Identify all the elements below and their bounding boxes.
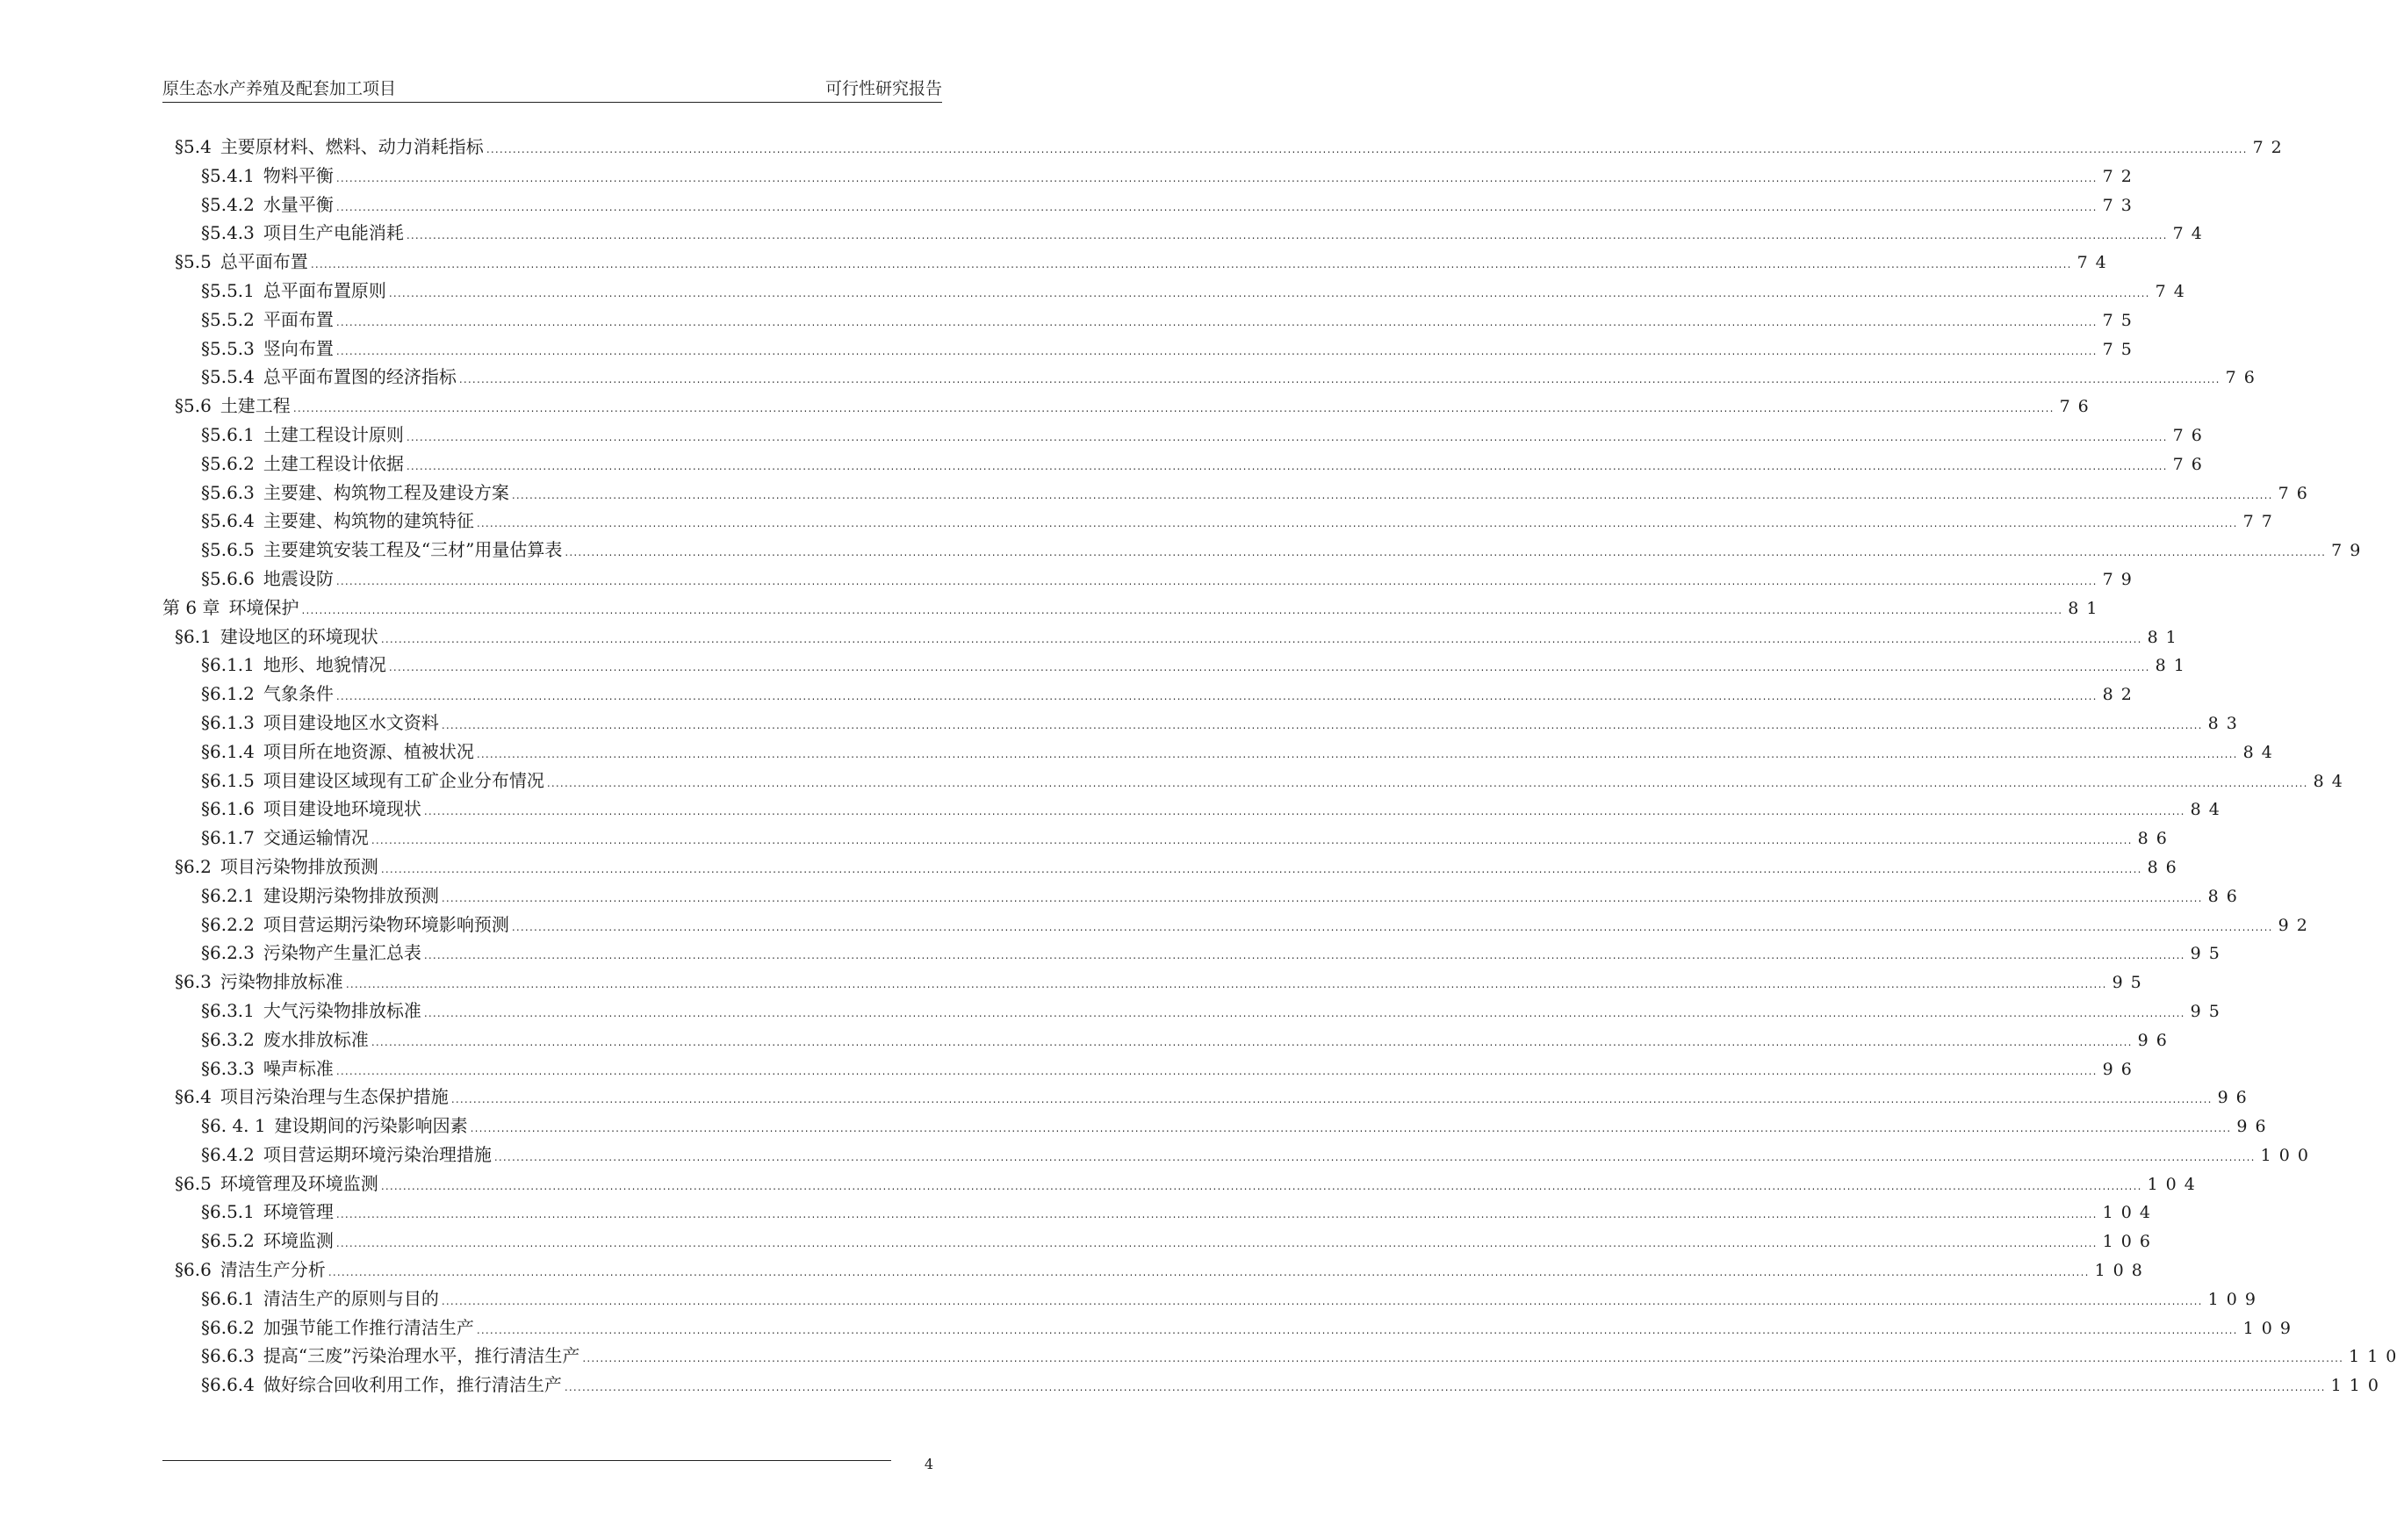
- toc-leader-dots: ................................................................................................................................................................................................................................................................................................................................................................................................................: [441, 891, 2203, 904]
- toc-entry-number: §6.1.6: [201, 798, 255, 820]
- toc-entry[interactable]: [162, 450, 2210, 479]
- toc-entry-number: §6.5.2: [201, 1230, 255, 1252]
- toc-entry-number: §6.1.3: [201, 711, 255, 733]
- toc-entry[interactable]: [162, 910, 2315, 939]
- toc-entry[interactable]: [162, 1112, 2274, 1141]
- toc-leader-dots: ................................................................................................................................................................................................................................................................................................................................................................................................................: [335, 1208, 2098, 1221]
- toc-entry-page: 73: [2102, 195, 2140, 215]
- toc-leader-dots: ................................................................................................................................................................................................................................................................................................................................................................................................................: [335, 574, 2098, 587]
- toc-leader-dots: ................................................................................................................................................................................................................................................................................................................................................................................................................: [458, 373, 2220, 386]
- toc-entry-page: 76: [2278, 483, 2315, 503]
- toc-entry-number: §5.5.4: [201, 366, 255, 388]
- toc-leader-dots: ................................................................................................................................................................................................................................................................................................................................................................................................................: [380, 632, 2142, 645]
- toc-entry-title: 项目营运期环境污染治理措施: [263, 1143, 492, 1165]
- toc-leader-dots: ................................................................................................................................................................................................................................................................................................................................................................................................................: [423, 1006, 2185, 1019]
- toc-entry-page: 100: [2260, 1145, 2316, 1165]
- toc-entry[interactable]: [162, 680, 2140, 709]
- toc-leader-dots: ................................................................................................................................................................................................................................................................................................................................................................................................................: [564, 1381, 2326, 1394]
- toc-leader-dots: ................................................................................................................................................................................................................................................................................................................................................................................................................: [441, 718, 2203, 731]
- toc-entry[interactable]: [162, 219, 2210, 248]
- toc-leader-dots: ................................................................................................................................................................................................................................................................................................................................................................................................................: [476, 1323, 2238, 1336]
- toc-leader-dots: ................................................................................................................................................................................................................................................................................................................................................................................................................: [565, 546, 2327, 559]
- toc-entry-page: 84: [2190, 800, 2228, 820]
- toc-leader-dots: ................................................................................................................................................................................................................................................................................................................................................................................................................: [423, 805, 2185, 818]
- toc-entry-page: 109: [2242, 1318, 2299, 1338]
- toc-entry[interactable]: [162, 335, 2140, 363]
- toc-leader-dots: ................................................................................................................................................................................................................................................................................................................................................................................................................: [423, 949, 2185, 962]
- toc-entry-page: 76: [2172, 454, 2210, 474]
- toc-entry-page: 108: [2094, 1261, 2150, 1281]
- toc-entry-number: §6.2.3: [201, 942, 255, 964]
- toc-entry-title: 清洁生产分析: [220, 1259, 326, 1281]
- toc-entry-title: 污染物排放标准: [220, 971, 343, 993]
- toc-entry-page: 96: [2217, 1088, 2255, 1108]
- toc-entry-number: §6.1: [175, 625, 212, 647]
- toc-leader-dots: ................................................................................................................................................................................................................................................................................................................................................................................................................: [511, 920, 2273, 933]
- toc-leader-dots: ................................................................................................................................................................................................................................................................................................................................................................................................................: [406, 459, 2168, 472]
- toc-entry[interactable]: [162, 594, 2105, 622]
- toc-entry-page: 81: [2068, 598, 2105, 618]
- toc-entry-number: §6.1.5: [201, 769, 255, 791]
- toc-entry-number: §6.3.2: [201, 1028, 255, 1050]
- toc-leader-dots: ................................................................................................................................................................................................................................................................................................................................................................................................................: [486, 143, 2248, 155]
- toc-leader-dots: ................................................................................................................................................................................................................................................................................................................................................................................................................: [335, 171, 2098, 184]
- toc-entry-page: 92: [2278, 915, 2315, 935]
- toc-entry-number: §6.3.3: [201, 1057, 255, 1079]
- toc-entry-title: 大气污染物排放标准: [263, 999, 421, 1021]
- toc-entry-page: 84: [2242, 742, 2280, 762]
- toc-entry-number: §5.6.2: [201, 452, 255, 474]
- toc-leader-dots: ................................................................................................................................................................................................................................................................................................................................................................................................................: [388, 286, 2150, 299]
- toc-entry[interactable]: [162, 277, 2192, 306]
- toc-entry-number: §6.6.4: [201, 1374, 255, 1396]
- toc-entry[interactable]: [162, 392, 2097, 421]
- toc-entry-number: §5.6.6: [201, 567, 255, 589]
- toc-entry[interactable]: [162, 853, 2184, 882]
- toc-entry-page: 96: [2102, 1059, 2140, 1079]
- toc-leader-dots: ................................................................................................................................................................................................................................................................................................................................................................................................................: [476, 517, 2238, 530]
- toc-entry[interactable]: [162, 968, 2149, 997]
- toc-entry-title: 气象条件: [263, 683, 334, 705]
- toc-entry-number: §5.4.2: [201, 193, 255, 215]
- toc-entry-title: 总平面布置原则: [263, 279, 386, 301]
- toc-entry-number: §6.5: [175, 1172, 212, 1194]
- toc-entry[interactable]: [162, 651, 2192, 680]
- toc-entry-title: 主要原材料、燃料、动力消耗指标: [220, 136, 484, 157]
- toc-leader-dots: ................................................................................................................................................................................................................................................................................................................................................................................................................: [476, 747, 2238, 760]
- toc-entry-page: 109: [2207, 1289, 2264, 1309]
- toc-entry-page: 95: [2190, 1001, 2228, 1021]
- toc-entry-title: 污染物产生量汇总表: [263, 942, 421, 964]
- toc-entry-number: §6.4: [175, 1086, 212, 1108]
- toc-entry-title: 环境保护: [228, 596, 299, 618]
- toc-entry[interactable]: [162, 738, 2280, 766]
- toc-entry-number: §6.3: [175, 971, 212, 993]
- toc-entry-title: 主要建、构筑物的建筑特征: [263, 510, 474, 532]
- toc-entry-page: 95: [2112, 973, 2149, 993]
- toc-leader-dots: ................................................................................................................................................................................................................................................................................................................................................................................................................: [493, 1150, 2256, 1163]
- toc-entry-title: 项目建设区域现有工矿企业分布情况: [263, 769, 544, 791]
- toc-entry-page: 82: [2102, 685, 2140, 705]
- toc-leader-dots: ................................................................................................................................................................................................................................................................................................................................................................................................................: [335, 200, 2098, 213]
- toc-entry-title: 环境管理及环境监测: [220, 1172, 378, 1194]
- toc-entry-page: 76: [2172, 425, 2210, 445]
- toc-entry-page: 79: [2331, 541, 2369, 561]
- toc-entry-page: 95: [2190, 944, 2228, 964]
- toc-entry-page: 74: [2155, 281, 2192, 301]
- toc-entry-title: 地形、地貌情况: [263, 654, 386, 676]
- toc-entry-page: 110: [2349, 1347, 2404, 1367]
- toc-entry-title: 加强节能工作推行清洁生产: [263, 1316, 474, 1338]
- toc-entry-title: 项目营运期污染物环境影响预测: [263, 913, 509, 935]
- toc-entry[interactable]: [162, 622, 2184, 651]
- toc-entry-page: 86: [2137, 829, 2175, 849]
- toc-entry-title: 主要建、构筑物工程及建设方案: [263, 481, 509, 503]
- toc-entry[interactable]: [162, 824, 2175, 853]
- toc-entry-number: §6.5.1: [201, 1201, 255, 1223]
- toc-entry-number: 第 6 章: [162, 596, 220, 618]
- toc-entry-number: §6.1.7: [201, 827, 255, 849]
- toc-entry-page: 81: [2147, 627, 2184, 647]
- toc-entry-number: §6.4.2: [201, 1143, 255, 1165]
- toc-leader-dots: ................................................................................................................................................................................................................................................................................................................................................................................................................: [406, 430, 2168, 443]
- toc-entry-page: 104: [2102, 1203, 2158, 1223]
- table-of-contents: [162, 133, 2404, 1400]
- toc-entry-title: 废水排放标准: [263, 1028, 369, 1050]
- toc-entry-page: 104: [2147, 1174, 2203, 1194]
- toc-entry-page: 79: [2102, 569, 2140, 589]
- toc-entry[interactable]: [162, 1313, 2299, 1342]
- toc-entry-number: §5.4: [175, 136, 212, 157]
- toc-entry[interactable]: [162, 1256, 2150, 1285]
- toc-leader-dots: ................................................................................................................................................................................................................................................................................................................................................................................................................: [441, 1294, 2203, 1307]
- toc-entry-title: 建设期间的污染影响因素: [274, 1115, 468, 1137]
- toc-entry[interactable]: [162, 1169, 2203, 1198]
- toc-leader-dots: ................................................................................................................................................................................................................................................................................................................................................................................................................: [388, 661, 2150, 674]
- toc-leader-dots: ................................................................................................................................................................................................................................................................................................................................................................................................................: [345, 978, 2107, 991]
- toc-entry-page: 75: [2102, 310, 2140, 330]
- toc-entry[interactable]: [162, 709, 2245, 738]
- toc-entry-title: 项目生产电能消耗: [263, 222, 404, 244]
- toc-leader-dots: ................................................................................................................................................................................................................................................................................................................................................................................................................: [371, 834, 2133, 847]
- toc-entry[interactable]: [162, 1227, 2158, 1256]
- toc-entry-number: §6.3.1: [201, 999, 255, 1021]
- toc-entry-title: 土建工程设计原则: [263, 423, 404, 445]
- toc-entry-number: §6.6.2: [201, 1316, 255, 1338]
- toc-entry-title: 地震设防: [263, 567, 334, 589]
- toc-entry[interactable]: [162, 479, 2315, 507]
- toc-entry-page: 96: [2137, 1030, 2175, 1050]
- toc-entry-title: 项目建设地区水文资料: [263, 711, 439, 733]
- toc-entry[interactable]: [162, 248, 2114, 277]
- toc-entry-title: 提高“三废”污染治理水平，推行清洁生产: [263, 1345, 580, 1367]
- toc-entry[interactable]: [162, 363, 2263, 392]
- toc-entry-page: 84: [2313, 771, 2350, 791]
- toc-entry-number: §6.1.2: [201, 683, 255, 705]
- toc-leader-dots: ................................................................................................................................................................................................................................................................................................................................................................................................................: [310, 258, 2072, 271]
- toc-entry-number: §6. 4. 1: [201, 1115, 266, 1137]
- toc-leader-dots: ................................................................................................................................................................................................................................................................................................................................................................................................................: [301, 603, 2063, 616]
- toc-leader-dots: ................................................................................................................................................................................................................................................................................................................................................................................................................: [380, 862, 2142, 875]
- toc-entry-title: 土建工程设计依据: [263, 452, 404, 474]
- toc-entry-page: 96: [2236, 1117, 2274, 1137]
- toc-entry-title: 土建工程: [220, 395, 291, 417]
- toc-entry[interactable]: [162, 1371, 2386, 1400]
- toc-entry-number: §5.5: [175, 251, 212, 273]
- toc-leader-dots: ................................................................................................................................................................................................................................................................................................................................................................................................................: [470, 1122, 2232, 1135]
- toc-entry[interactable]: [162, 306, 2140, 335]
- toc-leader-dots: ................................................................................................................................................................................................................................................................................................................................................................................................................: [327, 1266, 2090, 1279]
- toc-entry[interactable]: [162, 1083, 2255, 1112]
- toc-entry-title: 建设期污染物排放预测: [263, 884, 439, 906]
- toc-entry[interactable]: [162, 507, 2280, 536]
- toc-leader-dots: ................................................................................................................................................................................................................................................................................................................................................................................................................: [380, 1179, 2142, 1192]
- toc-entry-page: 83: [2207, 713, 2245, 733]
- toc-leader-dots: ................................................................................................................................................................................................................................................................................................................................................................................................................: [582, 1352, 2344, 1365]
- toc-entry[interactable]: [162, 882, 2245, 910]
- footer-rule: [162, 1460, 891, 1461]
- toc-entry-number: §6.2: [175, 855, 212, 877]
- toc-entry[interactable]: [162, 191, 2140, 219]
- toc-entry-title: 项目污染治理与生态保护措施: [220, 1086, 449, 1108]
- toc-entry[interactable]: [162, 766, 2350, 795]
- toc-entry-number: §5.6: [175, 395, 212, 417]
- toc-entry-number: §5.5.1: [201, 279, 255, 301]
- toc-entry-title: 环境管理: [263, 1201, 334, 1223]
- toc-entry-page: 81: [2155, 656, 2192, 676]
- toc-entry[interactable]: [162, 162, 2140, 191]
- toc-entry-page: 106: [2102, 1232, 2158, 1252]
- toc-entry-title: 水量平衡: [263, 193, 334, 215]
- header-project-title: 原生态水产养殖及配套加工项目: [162, 79, 397, 98]
- toc-leader-dots: ................................................................................................................................................................................................................................................................................................................................................................................................................: [335, 1064, 2098, 1077]
- toc-entry-number: §5.5.3: [201, 337, 255, 359]
- toc-leader-dots: ................................................................................................................................................................................................................................................................................................................................................................................................................: [371, 1035, 2133, 1048]
- toc-entry-page: 74: [2077, 253, 2114, 273]
- toc-entry-page: 76: [2225, 368, 2263, 388]
- page-header: [162, 77, 942, 103]
- toc-entry-title: 物料平衡: [263, 164, 334, 186]
- toc-entry-title: 项目污染物排放预测: [220, 855, 378, 877]
- toc-entry[interactable]: [162, 133, 2290, 162]
- toc-entry-title: 总平面布置: [220, 251, 308, 273]
- toc-entry-title: 建设地区的环境现状: [220, 625, 378, 647]
- toc-leader-dots: ................................................................................................................................................................................................................................................................................................................................................................................................................: [406, 229, 2168, 242]
- header-report-type: 可行性研究报告: [824, 79, 942, 98]
- toc-entry[interactable]: [162, 939, 2228, 968]
- toc-entry-title: 环境监测: [263, 1230, 334, 1252]
- toc-entry-title: 做好综合回收利用工作，推行清洁生产: [263, 1374, 562, 1396]
- toc-entry-number: §5.6.4: [201, 510, 255, 532]
- toc-entry-page: 86: [2147, 857, 2184, 877]
- toc-entry-number: §6.6.1: [201, 1287, 255, 1309]
- toc-entry-number: §6.2.1: [201, 884, 255, 906]
- toc-leader-dots: ................................................................................................................................................................................................................................................................................................................................................................................................................: [546, 776, 2308, 789]
- toc-entry[interactable]: [162, 1054, 2140, 1083]
- toc-entry[interactable]: [162, 1342, 2404, 1371]
- toc-entry-page: 75: [2102, 339, 2140, 359]
- toc-entry-number: §5.5.2: [201, 308, 255, 330]
- toc-entry-number: §6.2.2: [201, 913, 255, 935]
- page-number: 4: [924, 1456, 933, 1472]
- toc-entry-title: 平面布置: [263, 308, 334, 330]
- toc-entry-title: 清洁生产的原则与目的: [263, 1287, 439, 1309]
- toc-leader-dots: ................................................................................................................................................................................................................................................................................................................................................................................................................: [335, 344, 2098, 357]
- toc-entry-page: 110: [2330, 1376, 2386, 1396]
- toc-entry[interactable]: [162, 536, 2369, 565]
- toc-entry-number: §5.4.1: [201, 164, 255, 186]
- toc-entry[interactable]: [162, 997, 2228, 1025]
- toc-entry-number: §6.6: [175, 1259, 212, 1281]
- toc-leader-dots: ................................................................................................................................................................................................................................................................................................................................................................................................................: [335, 690, 2098, 703]
- toc-entry[interactable]: [162, 421, 2210, 450]
- toc-entry-page: 76: [2059, 397, 2097, 417]
- toc-entry-number: §5.6.1: [201, 423, 255, 445]
- toc-entry-number: §5.6.5: [201, 539, 255, 561]
- toc-entry-number: §6.6.3: [201, 1345, 255, 1367]
- toc-entry-page: 72: [2252, 138, 2290, 157]
- toc-entry-title: 项目所在地资源、植被状况: [263, 740, 474, 762]
- toc-entry-title: 总平面布置图的经济指标: [263, 366, 457, 388]
- toc-entry[interactable]: [162, 795, 2228, 824]
- toc-leader-dots: ................................................................................................................................................................................................................................................................................................................................................................................................................: [450, 1093, 2213, 1106]
- toc-leader-dots: ................................................................................................................................................................................................................................................................................................................................................................................................................: [335, 1237, 2098, 1250]
- toc-leader-dots: ................................................................................................................................................................................................................................................................................................................................................................................................................: [292, 402, 2055, 415]
- toc-entry-page: 86: [2207, 886, 2245, 906]
- toc-entry[interactable]: [162, 1141, 2316, 1169]
- toc-entry-title: 交通运输情况: [263, 827, 369, 849]
- toc-entry-number: §5.4.3: [201, 222, 255, 244]
- toc-entry-number: §6.1.1: [201, 654, 255, 676]
- toc-entry[interactable]: [162, 1025, 2175, 1054]
- toc-entry[interactable]: [162, 1198, 2158, 1227]
- toc-entry-page: 74: [2172, 224, 2210, 244]
- toc-entry[interactable]: [162, 565, 2140, 594]
- toc-entry-number: §5.6.3: [201, 481, 255, 503]
- toc-entry-title: 主要建筑安装工程及“三材”用量估算表: [263, 539, 563, 561]
- toc-entry[interactable]: [162, 1285, 2264, 1313]
- toc-entry-title: 竖向布置: [263, 337, 334, 359]
- toc-entry-page: 77: [2242, 512, 2280, 532]
- toc-entry-page: 72: [2102, 166, 2140, 186]
- toc-entry-title: 噪声标准: [263, 1057, 334, 1079]
- toc-leader-dots: ................................................................................................................................................................................................................................................................................................................................................................................................................: [335, 315, 2098, 328]
- toc-leader-dots: ................................................................................................................................................................................................................................................................................................................................................................................................................: [511, 488, 2273, 501]
- toc-entry-title: 项目建设地环境现状: [263, 798, 421, 820]
- toc-entry-number: §6.1.4: [201, 740, 255, 762]
